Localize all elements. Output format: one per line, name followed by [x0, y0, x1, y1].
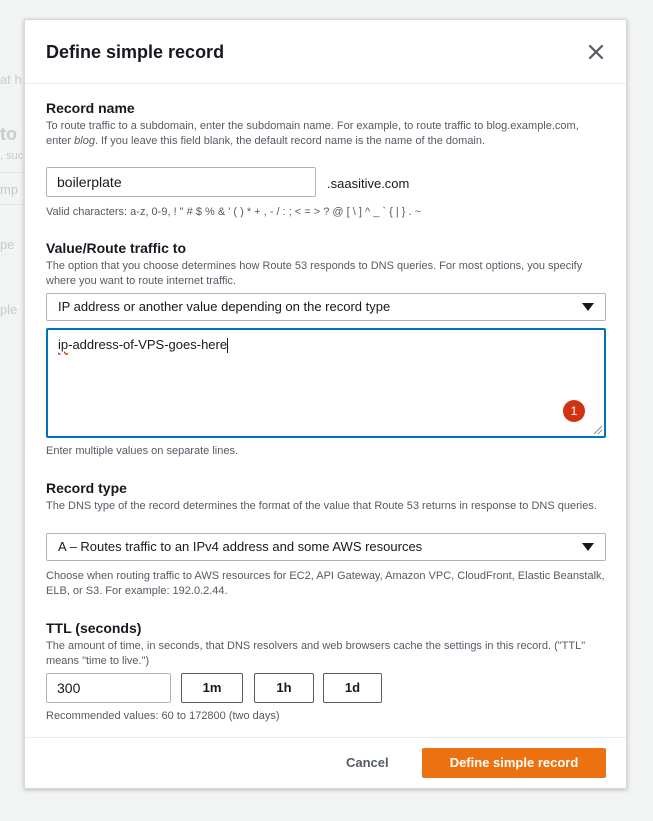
record-name-description: To route traffic to a subdomain, enter the subdomain name. For example, to route traffic to blog.example.com, enter blog. If you leave this field blank, the default record name is the name of the domain.	[46, 120, 579, 147]
value-route-description: The option that you choose determines how Route 53 responds to DNS queries. For most options, you specify where you want to route internet traffic.	[46, 260, 583, 287]
ttl-1m-button[interactable]: 1m	[181, 673, 243, 703]
caret-down-icon	[582, 543, 594, 551]
ttl-1d-button[interactable]: 1d	[323, 673, 382, 703]
ttl-input[interactable]: 300	[46, 673, 171, 703]
ttl-1h-button[interactable]: 1h	[254, 673, 314, 703]
cancel-button[interactable]: Cancel	[346, 755, 389, 770]
background-text: ple	[0, 302, 18, 317]
background-text: mp	[0, 182, 19, 197]
error-count-badge: 1	[563, 400, 585, 422]
record-type-description: The DNS type of the record determines the format of the value that Route 53 returns in response to DNS queries.	[46, 500, 597, 512]
multiple-values-hint: Enter multiple values on separate lines.	[46, 445, 238, 457]
define-simple-record-dialog	[24, 19, 627, 789]
background-divider	[0, 172, 24, 173]
define-simple-record-button[interactable]: Define simple record	[422, 748, 606, 778]
route-traffic-selected: IP address or another value depending on the record type	[58, 299, 391, 314]
caret-down-icon	[582, 303, 594, 311]
record-value-textarea[interactable]	[46, 328, 606, 438]
record-type-hint: Choose when routing traffic to AWS resources for EC2, API Gateway, Amazon VPC, CloudFront, Elastic Beanstalk, ELB, or S3. For example: 192.0.2.44.	[46, 570, 605, 597]
background-text: , suc	[0, 150, 24, 162]
background-page	[0, 0, 24, 821]
background-text: to	[0, 124, 17, 144]
background-divider	[0, 204, 24, 205]
dialog-footer	[25, 737, 626, 789]
dialog-title: Define simple record	[46, 42, 225, 62]
textarea-value-prefix: ip	[58, 337, 69, 352]
text-cursor	[227, 338, 228, 353]
background-text: pe	[0, 237, 15, 252]
record-name-input[interactable]: boilerplate	[46, 167, 316, 197]
ttl-label: TTL (seconds)	[46, 620, 142, 636]
record-type-label: Record type	[46, 480, 127, 496]
background-text: at h	[0, 72, 22, 87]
domain-suffix: .saasitive.com	[327, 176, 410, 191]
route-traffic-select[interactable]	[46, 293, 606, 321]
record-type-select[interactable]	[46, 533, 606, 561]
ttl-description: The amount of time, in seconds, that DNS resolvers and web browsers cache the settings in this record. ("TTL" means "time to live.")	[46, 640, 586, 667]
valid-characters-hint: Valid characters: a-z, 0-9, ! " # $ % & ' ( ) * + , - / : ; < = > ? @ [ \ ] ^ _ ` { | } . ~	[46, 206, 421, 218]
ttl-recommended-hint: Recommended values: 60 to 172800 (two days)	[46, 710, 280, 722]
dialog-header	[25, 20, 626, 84]
record-name-label: Record name	[46, 100, 135, 116]
textarea-value: -address-of-VPS-goes-here	[68, 337, 228, 352]
close-icon[interactable]	[588, 44, 604, 60]
resize-grip-icon[interactable]	[594, 426, 602, 434]
record-type-selected: A – Routes traffic to an IPv4 address and some AWS resources	[58, 539, 423, 554]
value-route-label: Value/Route traffic to	[46, 240, 187, 256]
